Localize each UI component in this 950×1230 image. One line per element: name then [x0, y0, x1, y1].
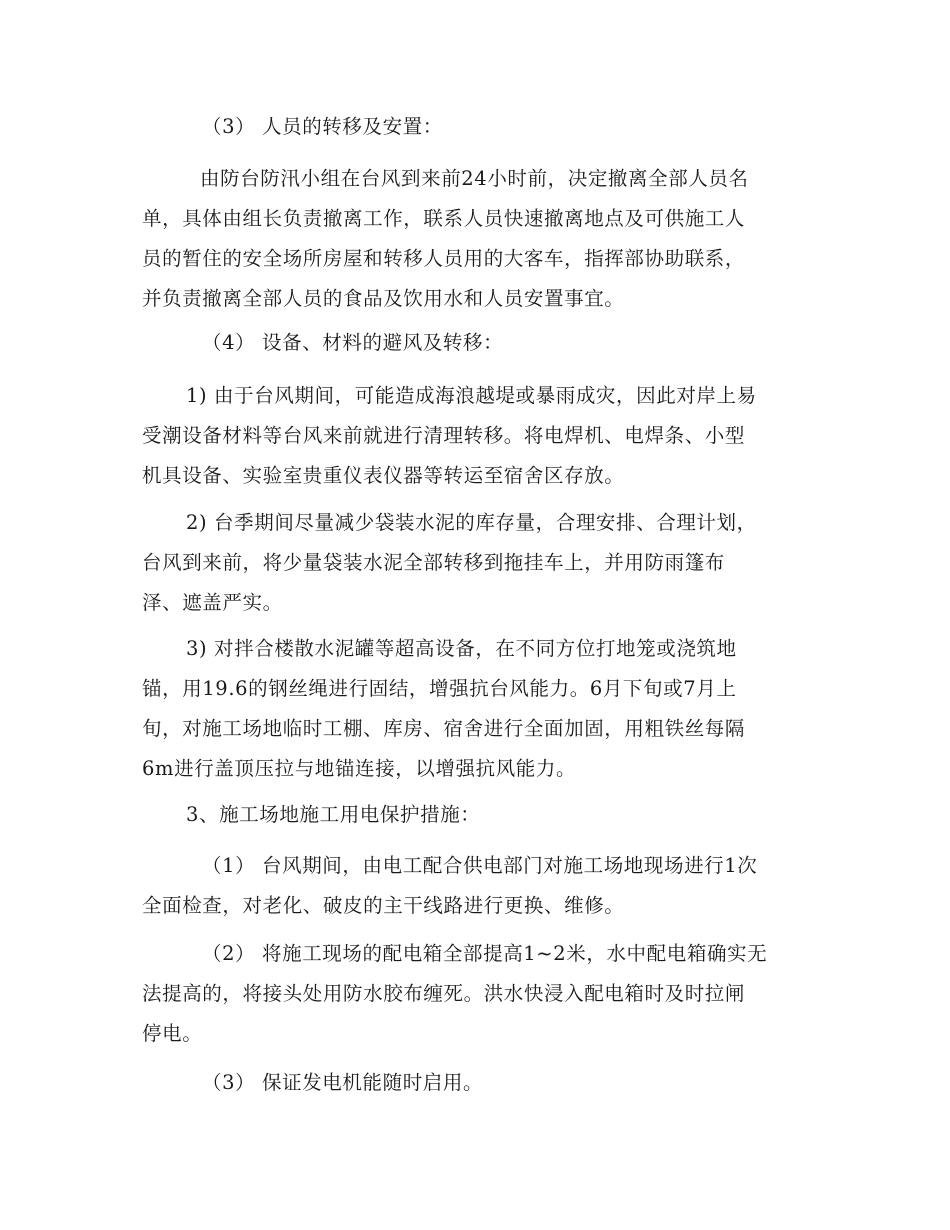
text-line: 6m进行盖顶压拉与地锚连接，以增强抗风能力。: [142, 757, 577, 780]
text-line: 3) 对拌合楼散水泥罐等超高设备，在不同方位打地笼或浇筑地: [186, 637, 737, 660]
text-line: （3） 保证发电机能随时启用。: [202, 1071, 484, 1094]
text-line: （4） 设备、材料的避风及转移：: [202, 331, 504, 354]
text-line: 3、施工场地施工用电保护措施：: [186, 803, 481, 826]
heading-personnel-transfer: [142, 107, 867, 147]
paragraph-equipment-2: [142, 503, 807, 623]
text-line: 法提高的，将接头处用防水胶布缠死。洪水快浸入配电箱时及时拉闸: [142, 982, 746, 1005]
text-line: 员的暂住的安全场所房屋和转移人员用的大客车，指挥部协助联系，: [142, 247, 746, 270]
text-line: 台风到来前，将少量袋装水泥全部转移到拖挂车上，并用防雨篷布: [142, 551, 725, 574]
paragraph-electrical-1: [142, 846, 807, 926]
text-line: 由防台防汛小组在台风到来前24小时前，决定撤离全部人员名: [200, 167, 749, 190]
text-line: 全面检查，对老化、破皮的主干线路进行更换、维修。: [142, 894, 625, 917]
paragraph-electrical-3: [142, 1063, 867, 1103]
paragraph-equipment-1: [142, 376, 807, 496]
text-line: 泽、遮盖严实。: [142, 591, 283, 614]
text-line: 2) 台季期间尽量减少袋装水泥的库存量，合理安排、合理计划，: [186, 511, 757, 534]
text-line: 锚，用19.6的钢丝绳进行固结，增强抗台风能力。6月下旬或7月上: [142, 677, 737, 700]
text-line: 单，具体由组长负责撤离工作，联系人员快速撤离地点及可供施工人: [142, 207, 746, 230]
text-line: 1) 由于台风期间，可能造成海浪越堤或暴雨成灾，因此对岸上易: [186, 384, 757, 407]
heading-equipment-shelter: [142, 323, 867, 363]
text-line: （1） 台风期间，由电工配合供电部门对施工场地现场进行1次: [202, 854, 758, 877]
text-line: 机具设备、实验室贵重仪表仪器等转运至宿舍区存放。: [142, 464, 625, 487]
paragraph-equipment-3: [142, 629, 807, 789]
paragraph-electrical-2: [142, 934, 807, 1054]
paragraph-evacuation: [142, 159, 807, 319]
text-line: （2） 将施工现场的配电箱全部提高1~2米，水中配电箱确实无: [202, 942, 768, 965]
text-line: （3） 人员的转移及安置：: [202, 115, 443, 138]
text-line: 旬，对施工场地临时工棚、库房、宿舍进行全面加固，用粗铁丝每隔: [142, 717, 746, 740]
heading-electrical-protection: [142, 795, 851, 835]
text-line: 受潮设备材料等台风来前就进行清理转移。将电焊机、电焊条、小型: [142, 424, 746, 447]
text-line: 停电。: [142, 1022, 203, 1045]
text-line: 并负责撤离全部人员的食品及饮用水和人员安置事宜。: [142, 287, 625, 310]
